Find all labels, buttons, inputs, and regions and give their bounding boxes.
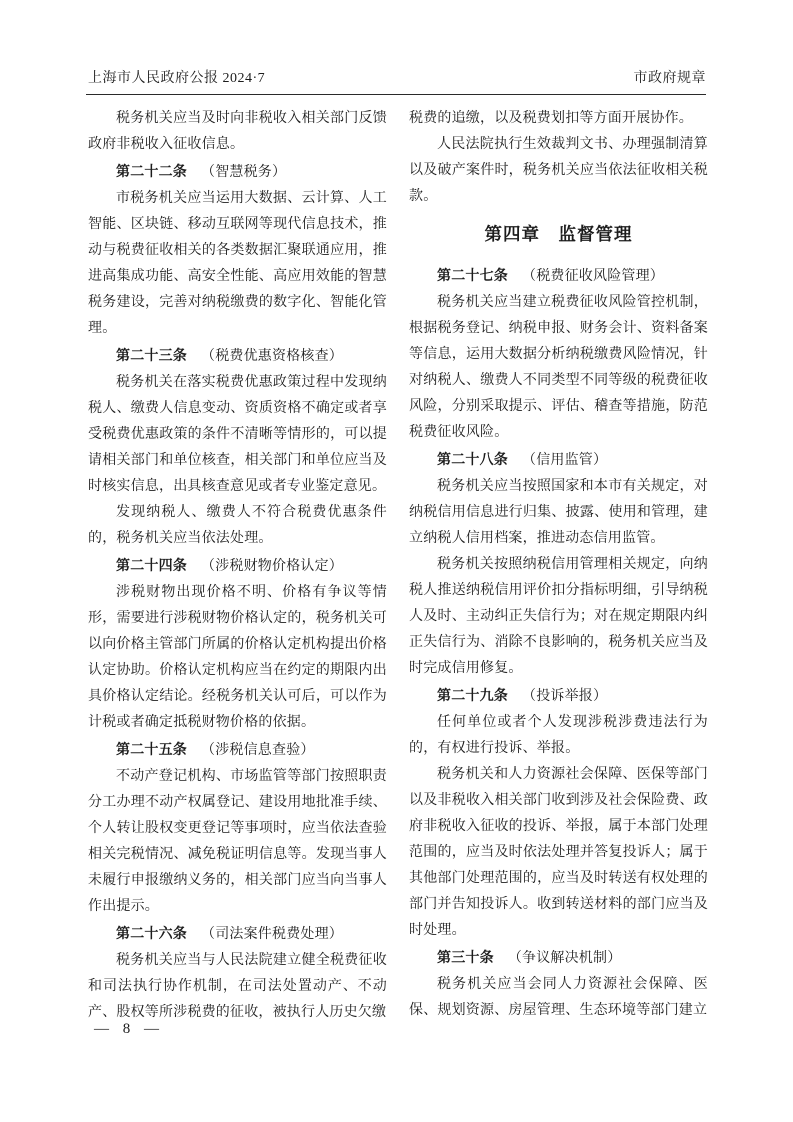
article-heading [409, 262, 708, 290]
article-title: （税费优惠资格核查） [201, 349, 343, 364]
article-title: （信用监管） [522, 453, 608, 468]
article-number: 第二十八条 [437, 451, 508, 467]
page-footer [94, 1018, 160, 1040]
paragraph: 任何单位或者个人发现涉税涉费违法行为的，有权进行投诉、举报。 [409, 715, 708, 756]
article-number: 第二十九条 [437, 687, 508, 703]
page-header [88, 67, 706, 87]
page-number: — 8 — [94, 1021, 160, 1037]
paragraph: 税费的追缴，以及税费划扣等方面开展协作。 [409, 111, 693, 126]
paragraph: 税务机关应当及时向非税收入相关部门反馈政府非税收入征收信息。 [88, 111, 387, 152]
header-publication-title: 上海市人民政府公报 2024·7 [88, 71, 266, 86]
paragraph: 人民法院执行生效裁判文书、办理强制清算以及破产案件时，税务机关应当依法征收相关税款。 [409, 137, 708, 204]
paragraph: 税务机关应当按照国家和本市有关规定，对纳税信用信息进行归集、披露、使用和管理，建立纳税人信用档案，推进动态信用监管。 [409, 479, 708, 546]
article-heading [88, 920, 387, 948]
article-heading [409, 682, 708, 710]
header-rule [86, 94, 706, 95]
article-heading [409, 446, 708, 474]
header-section-label: 市政府规章 [633, 71, 706, 86]
article-title: （税费征收风险管理） [522, 269, 664, 284]
article-number: 第二十三条 [116, 347, 187, 363]
article-title: （涉税信息查验） [201, 743, 315, 758]
paragraph: 税务机关应当会同人力资源社会保障、医保、规划资源、房屋管理、生态环境等部门建立 [409, 977, 708, 1018]
article-heading [88, 158, 387, 186]
paragraph: 税务机关应当与人民法院建立健全税费征收和司法执行协作机制，在司法处置动产、不动产、股权等所涉税费的征收，被执行人历史欠缴 [88, 953, 387, 1020]
article-number: 第二十六条 [116, 925, 187, 941]
article-heading [88, 552, 387, 580]
article-number: 第二十二条 [116, 163, 187, 179]
article-number: 第二十五条 [116, 741, 187, 757]
chapter-heading: 第四章 监督管理 [484, 224, 633, 244]
article-number: 第二十四条 [116, 557, 187, 573]
article-number: 第二十七条 [437, 267, 508, 283]
paragraph: 涉税财物出现价格不明、价格有争议等情形，需要进行涉税财物价格认定的，税务机关可以向价格主管部门所属的价格认定机构提出价格认定协助。价格认定机构应当在约定的期限内出具价格认定结论。经税务机关认可后，可以作为计税或者确定抵税财物价格的依据。 [88, 585, 387, 730]
document-body [88, 106, 708, 1026]
paragraph: 税务机关和人力资源社会保障、医保等部门以及非税收入相关部门收到涉及社会保险费、政府非税收入征收的投诉、举报，属于本部门处理范围的，应当及时依法处理并答复投诉人；属于其他部门处理范围的，应当及时转送有权处理的部门并告知投诉人。收到转送材料的部门应当及时处理。 [409, 767, 708, 938]
article-heading [88, 342, 387, 370]
article-title: （司法案件税费处理） [201, 927, 343, 942]
article-title: （争议解决机制） [507, 951, 622, 966]
article-heading [88, 736, 387, 764]
article-number: 第三十条 [437, 949, 494, 965]
right-column [409, 106, 708, 1026]
article-title: （涉税财物价格认定） [201, 559, 343, 574]
paragraph: 税务机关应当建立税费征收风险管控机制，根据税务登记、纳税申报、财务会计、资料备案等信息，运用大数据分析纳税缴费风险情况，针对纳税人、缴费人不同类型不同等级的税费征收风险，分别采取提示、评估、稽查等措施，防范税费征收风险。 [409, 295, 708, 440]
article-title: （投诉举报） [522, 689, 608, 704]
paragraph: 发现纳税人、缴费人不符合税费优惠条件的，税务机关应当依法处理。 [88, 505, 387, 546]
paragraph: 不动产登记机构、市场监管等部门按照职责分工办理不动产权属登记、建设用地批准手续、个人转让股权变更登记等事项时，应当依法查验相关完税情况、减免税证明信息等。发现当事人未履行申报缴纳义务的，相关部门应当向当事人作出提示。 [88, 769, 387, 914]
left-column [88, 106, 387, 1026]
article-title: （智慧税务） [201, 165, 287, 180]
paragraph: 税务机关在落实税费优惠政策过程中发现纳税人、缴费人信息变动、资质资格不确定或者享受税费优惠政策的条件不清晰等情形的，可以提请相关部门和单位核查，相关部门和单位应当及时核实信息，出具核查意见或者专业鉴定意见。 [88, 375, 387, 494]
paragraph: 市税务机关应当运用大数据、云计算、人工智能、区块链、移动互联网等现代信息技术，推动与税费征收相关的各类数据汇聚联通应用，推进高集成功能、高安全性能、高应用效能的智慧税务建设，完善对纳税缴费的数字化、智能化管理。 [88, 191, 387, 336]
article-heading [409, 944, 708, 972]
paragraph: 税务机关按照纳税信用管理相关规定，向纳税人推送纳税信用评价扣分指标明细，引导纳税人及时、主动纠正失信行为；对在规定期限内纠正失信行为、消除不良影响的，税务机关应当及时完成信用修复。 [409, 557, 708, 676]
